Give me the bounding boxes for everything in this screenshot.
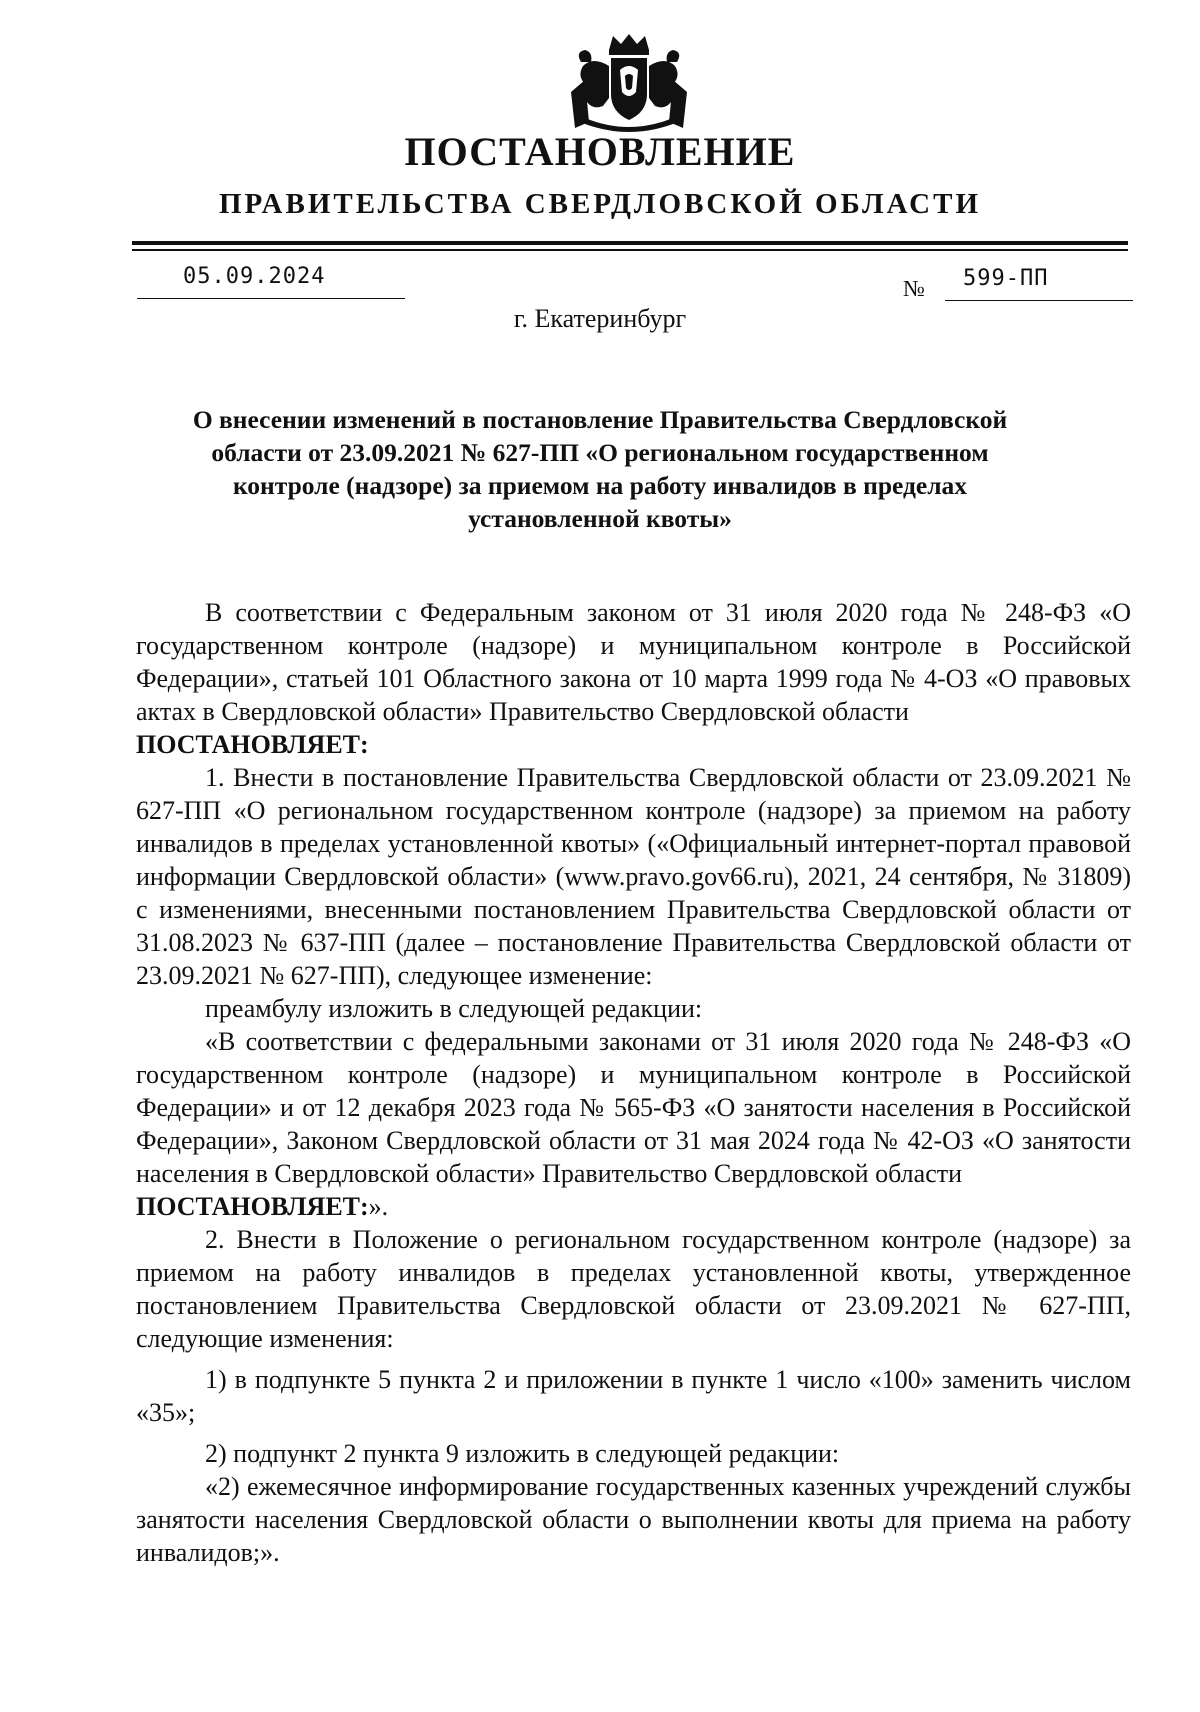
document-heading: О внесении изменений в постановление Правительства Свердловской области от 23.09.2021 № 627-ПП «О региональном государственном контроле (надзоре) за приемом на работу инвалидов в пределах установленной квоты» bbox=[192, 405, 1008, 533]
preamble-text: «В соответствии с федеральными законами от 31 июля 2020 года № 248-ФЗ «О государственном контроле (надзоре) и муниципальном контроле в Российской Федерации» и от 12 декабря 2023 года № 565-ФЗ «О занятости населения в Российской Федерации», Законом Свердловской области от 31 мая 2024 года № 42-ОЗ «О занятости населения в Свердловской области» Правительство Свердловской области bbox=[136, 1027, 1131, 1188]
document-body bbox=[136, 596, 1131, 1569]
subitem-2-text: «2) ежемесячное информирование государственных казенных учреждений службы занятости населения Свердловской области о выполнении квоты для приема на работу инвалидов;». bbox=[136, 1472, 1131, 1567]
number-sign: № bbox=[903, 276, 925, 301]
document-subtitle: ПРАВИТЕЛЬСТВА СВЕРДЛОВСКОЙ ОБЛАСТИ bbox=[218, 188, 982, 220]
subitem-2: 2) подпункт 2 пункта 9 изложить в следующей редакции: bbox=[205, 1439, 840, 1468]
item-2-paragraph: 2. Внести в Положение о региональном государственном контроле (надзоре) за приемом на работу инвалидов в пределах установленной квоты, утвержденное постановлением Правительства Свердловской области от 23.09.2021 № 627-ПП, следующие изменения: bbox=[136, 1225, 1131, 1353]
intro-paragraph: В соответствии с Федеральным законом от 31 июля 2020 года № 248-ФЗ «О государственном контроле (надзоре) и муниципальном контроле в Российской Федерации», статьей 101 Областного закона от 10 марта 1999 года № 4-ОЗ «О правовых актах в Свердловской области» Правительство Свердловской области bbox=[136, 598, 1131, 726]
preamble-intro: преамбулу изложить в следующей редакции: bbox=[205, 994, 703, 1023]
subitem-1: 1) в подпункте 5 пункта 2 и приложении в пункте 1 число «100» заменить числом «35»; bbox=[136, 1365, 1131, 1427]
number-field bbox=[945, 266, 1133, 301]
document-date: 05.09.2024 bbox=[183, 264, 326, 289]
date-field bbox=[137, 264, 405, 299]
document-city: г. Екатеринбург bbox=[513, 304, 687, 333]
preamble-resolves-label: ПОСТАНОВЛЯЕТ: bbox=[136, 1192, 369, 1221]
document-number: 599-ПП bbox=[963, 266, 1049, 291]
preamble-close: ». bbox=[368, 1192, 389, 1221]
header-divider-thick bbox=[132, 241, 1128, 245]
resolves-label: ПОСТАНОВЛЯЕТ: bbox=[136, 730, 369, 759]
header-divider-thin bbox=[132, 249, 1128, 251]
item-1-paragraph: 1. Внести в постановление Правительства Свердловской области от 23.09.2021 № 627-ПП «О региональном государственном контроле (надзоре) за приемом на работу инвалидов в пределах установленной квоты» («Официальный интернет-портал правовой информации Свердловской области» (www.pravo.gov66.ru), 2021, 24 сентября, № 31809) с изменениями, внесенными постановлением Правительства Свердловской области от 31.08.2023 № 637-ПП (далее – постановление Правительства Свердловской области от 23.09.2021 № 627-ПП), следующее изменение: bbox=[136, 763, 1131, 990]
preamble-resolves-line bbox=[136, 1190, 1131, 1223]
document-title: ПОСТАНОВЛЕНИЕ bbox=[404, 129, 796, 174]
coat-of-arms-icon bbox=[563, 32, 695, 136]
